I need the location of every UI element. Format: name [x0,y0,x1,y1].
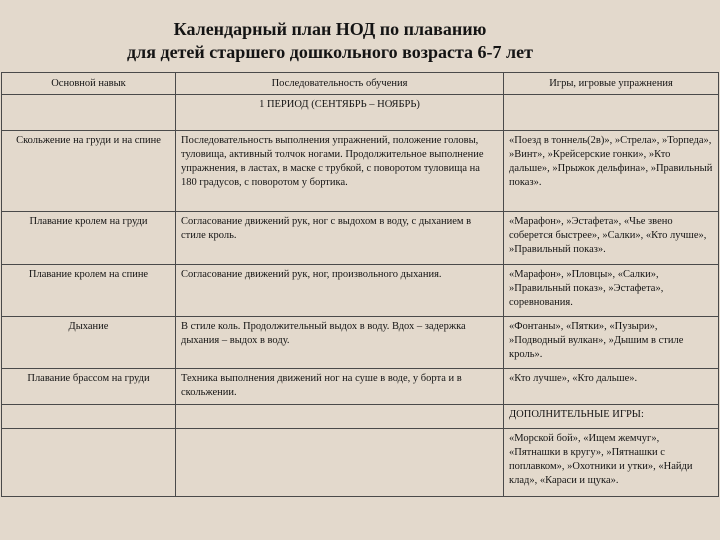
sequence-cell: Согласование движений рук, ног, произвольного дыхания. [176,265,504,317]
games-cell: «Марафон», »Эстафета», «Чье звено соберется быстрее», »Салки», «Кто лучше», »Правильный показ». [504,212,719,265]
sequence-cell: В стиле коль. Продолжительный выдох в воду. Вдох – задержка дыхания – выдох в воду. [176,317,504,369]
games-cell: «Поезд в тоннель(2в)», »Стрела», »Торпеда», »Винт», »Крейсерские гонки», »Кто дальше», »Прыжок дельфина», »Правильный показ». [504,131,719,212]
empty-cell [176,429,504,497]
games-cell: «Марафон», »Пловцы», «Салки», »Правильный показ», »Эстафета», соревнования. [504,265,719,317]
sequence-cell: Последовательность выполнения упражнений, положение головы, туловища, активный толчок ногами. Продолжительное выполнение упражнения, в ластах, в маске с трубкой, с поворотом туловища на 180 градусов, с поворотом у бортика. [176,131,504,212]
header-skill: Основной навык [2,73,176,95]
skill-cell: Скольжение на груди и на спине [2,131,176,212]
period-label: 1 ПЕРИОД (СЕНТЯБРЬ – НОЯБРЬ) [176,95,504,131]
sequence-cell: Согласование движений рук, ног с выдохом в воду, с дыханием в стиле кроль. [176,212,504,265]
page-title [0,18,660,64]
extra-games-title-row [2,405,719,429]
skill-cell: Плавание кролем на груди [2,212,176,265]
period-empty-cell [504,95,719,131]
skill-cell: Плавание кролем на спине [2,265,176,317]
games-cell: «Фонтаны», «Пятки», «Пузыри», »Подводный вулкан», »Дышим в стиле кроль». [504,317,719,369]
table-row [2,212,719,265]
empty-cell [176,405,504,429]
table-row [2,131,719,212]
header-sequence: Последовательность обучения [176,73,504,95]
extra-games-row [2,429,719,497]
table-row [2,317,719,369]
table-header-row [2,73,719,95]
table-row [2,265,719,317]
calendar-plan-table [1,72,719,497]
empty-cell [2,429,176,497]
extra-games-list: «Морской бой», «Ищем жемчуг», «Пятнашки в кругу», »Пятнашки с поплавком», »Охотники и утки», «Найди клад», «Караси и щука». [504,429,719,497]
title-line-1: Календарный план НОД по плаванию [173,19,487,39]
period-row [2,95,719,131]
header-games: Игры, игровые упражнения [504,73,719,95]
title-line-2: для детей старшего дошкольного возраста 6-7 лет [127,42,533,62]
skill-cell: Плавание брассом на груди [2,369,176,405]
period-empty-cell [2,95,176,131]
games-cell: «Кто лучше», «Кто дальше». [504,369,719,405]
sequence-cell: Техника выполнения движений ног на суше в воде, у борта и в скольжении. [176,369,504,405]
skill-cell: Дыхание [2,317,176,369]
extra-games-title: ДОПОЛНИТЕЛЬНЫЕ ИГРЫ: [504,405,719,429]
table-row [2,369,719,405]
empty-cell [2,405,176,429]
